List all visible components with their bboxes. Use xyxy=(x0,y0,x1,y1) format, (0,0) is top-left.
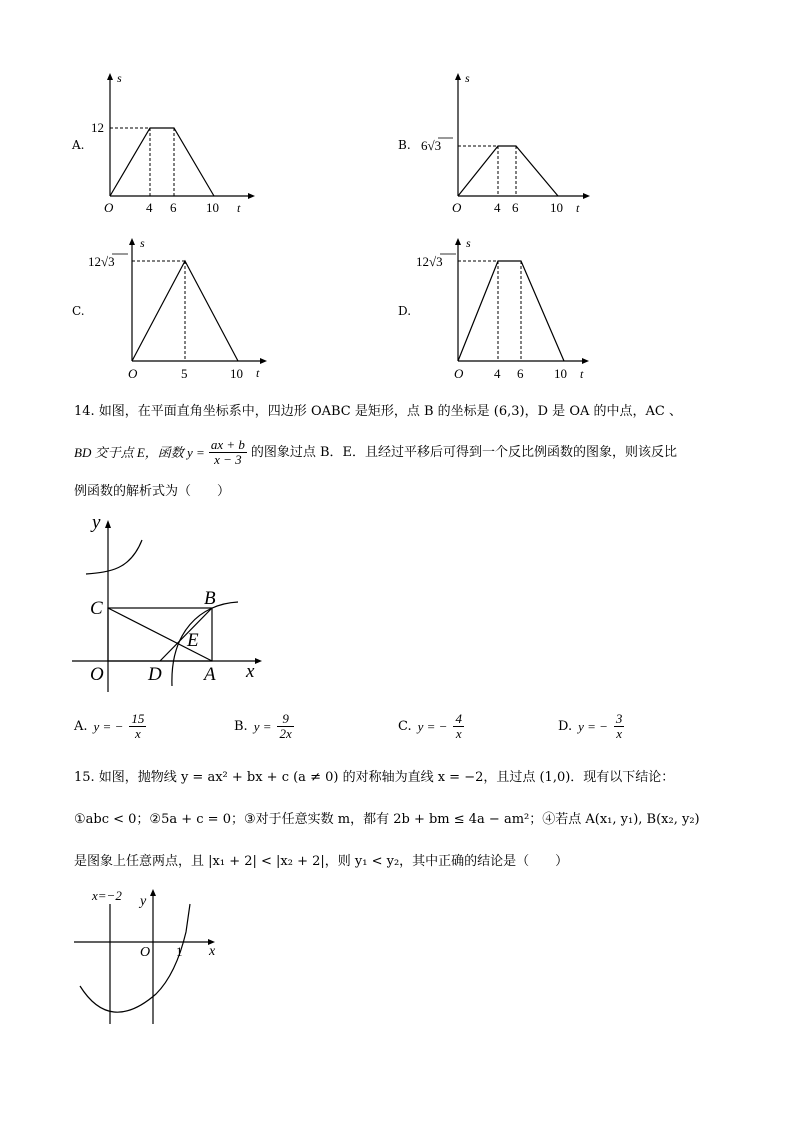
x-tick: 10 xyxy=(230,366,243,381)
x-tick: 5 xyxy=(181,366,188,381)
origin-label: O xyxy=(128,366,138,381)
q15-line2: ①abc < 0；②5a + c = 0；③对于任意实数 m，都有 2b + bm ≤ 4a − am²；④若点 A(x₁, y₁), B(x₂, y₂) xyxy=(74,812,700,827)
x-tick: 6 xyxy=(170,200,177,215)
q15-line3: 是图象上任意两点，且 |x₁ + 2| < |x₂ + 2|，则 y₁ < y₂，其中正确的结论是（ ） xyxy=(74,854,569,869)
option-a-label[interactable]: A. xyxy=(72,138,85,152)
origin-label: O xyxy=(452,200,462,215)
x-tick: 10 xyxy=(554,366,567,381)
q14-line1: 14. 如图，在平面直角坐标系中，四边形 OABC 是矩形，点 B 的坐标是 (6,3)，D 是 OA 的中点，AC 、 xyxy=(74,404,682,419)
graph-b xyxy=(418,68,593,218)
q14-line3: 例函数的解析式为（ ） xyxy=(74,484,231,499)
axis-t-label: t xyxy=(256,366,260,380)
x-tick: 10 xyxy=(550,200,563,215)
axis-s-label: s xyxy=(465,71,470,85)
y-value-label: 12√3 xyxy=(88,254,115,269)
q14-function-fraction: $\frac{ax + b}{x - 3}$ xyxy=(210,437,245,467)
x-tick: 4 xyxy=(494,200,501,215)
fig-label-y: y xyxy=(140,894,147,909)
x-tick: 4 xyxy=(494,366,501,381)
q15-line1: 15. 如图，抛物线 y = ax² + bx + c (a ≠ 0) 的对称轴为直线 x = −2，且过点 (1,0)．现有以下结论： xyxy=(74,770,675,785)
fig-label-o: O xyxy=(90,664,104,685)
y-value-label: 6√3 xyxy=(421,138,442,153)
q14-option-a[interactable]: A. y = − $\frac{15}{x}$ xyxy=(74,711,145,741)
axis-t-label: t xyxy=(580,367,584,381)
fig-label-x: x xyxy=(209,944,216,959)
axis-s-label: s xyxy=(117,71,122,85)
fig-label-e: E xyxy=(187,630,199,651)
axis-t-label: t xyxy=(237,201,241,215)
axis-t-label: t xyxy=(576,201,580,215)
q14-line2-start: BD 交于点 E，函数 y = xyxy=(74,444,205,460)
option-d-label[interactable]: D. xyxy=(398,304,412,318)
axis-s-label: s xyxy=(466,236,471,250)
fig-label-d: D xyxy=(148,664,162,685)
axis-of-symmetry-label: x=−2 xyxy=(92,888,122,903)
option-c-label[interactable]: C. xyxy=(72,304,85,318)
y-value-label: 12 xyxy=(91,120,104,135)
q14-line2 xyxy=(74,438,677,467)
q15-figure xyxy=(66,884,236,1029)
option-b-label[interactable]: B. xyxy=(398,138,411,152)
graph-d xyxy=(414,233,599,383)
fig-label-one: 1 xyxy=(176,944,183,959)
x-tick: 4 xyxy=(146,200,153,215)
axis-s-label: s xyxy=(140,236,145,250)
origin-label: O xyxy=(104,200,114,215)
x-tick: 6 xyxy=(517,366,524,381)
origin-label: O xyxy=(454,366,464,381)
q14-option-d[interactable]: D. y = − $\frac{3}{x}$ xyxy=(558,711,623,741)
q14-figure xyxy=(70,512,270,692)
x-tick: 6 xyxy=(512,200,519,215)
q14-option-b[interactable]: B. y = $\frac{9}{2x}$ xyxy=(234,711,292,741)
fig-label-a: A xyxy=(204,664,216,685)
fig-label-o: O xyxy=(140,945,151,960)
fig-label-x: x xyxy=(246,661,255,682)
fig-label-b: B xyxy=(204,588,216,609)
x-tick: 10 xyxy=(206,200,219,215)
fig-label-c: C xyxy=(90,598,103,619)
q14-option-c[interactable]: C. y = − $\frac{4}{x}$ xyxy=(398,711,462,741)
fig-label-y: y xyxy=(92,512,101,533)
q14-line2-end: 的图象过点 B．E．且经过平移后可得到一个反比例函数的图象，则该反比 xyxy=(250,444,678,460)
graph-a xyxy=(90,68,260,218)
graph-c xyxy=(88,233,278,383)
y-value-label: 12√3 xyxy=(416,254,443,269)
